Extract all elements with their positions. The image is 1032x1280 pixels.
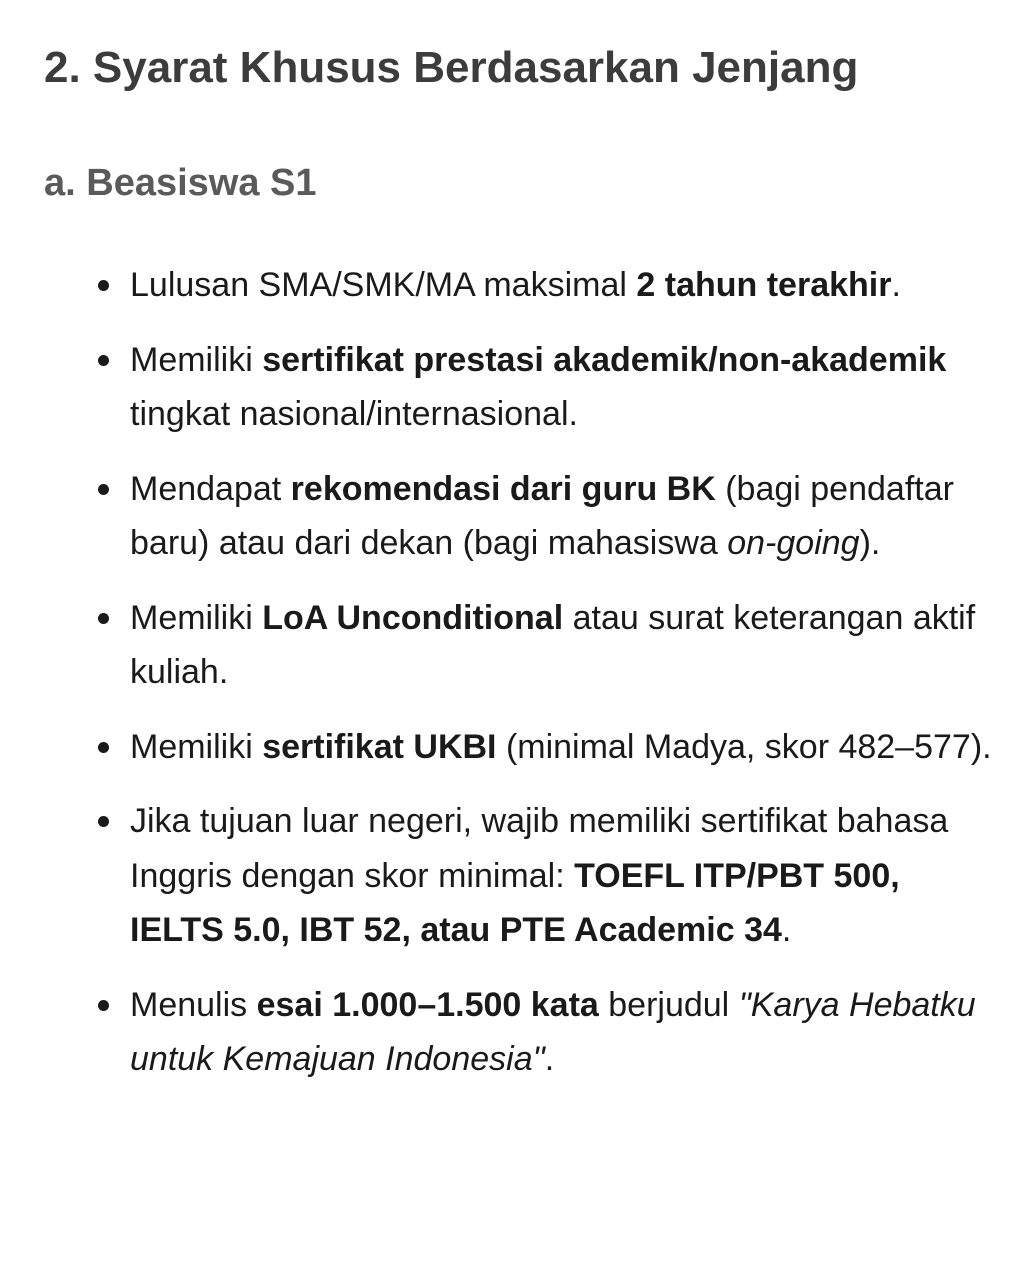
bullet-icon — [98, 742, 109, 753]
item-bold-text: 2 tahun terakhir — [636, 266, 892, 304]
item-text: Memiliki — [130, 340, 263, 379]
item-text: ). — [859, 524, 881, 562]
item-text: . — [544, 1040, 555, 1078]
subsection-heading: a. Beasiswa S1 — [44, 162, 317, 204]
item-text: Jika tujuan luar negeri, wajib memiliki sertifikat bahasa Inggris dengan skor minimal: — [130, 802, 949, 895]
item-bold-text: LoA Unconditional — [262, 598, 564, 637]
section-heading: 2. Syarat Khusus Berdasarkan Jenjang — [44, 43, 859, 92]
list-item — [0, 978, 1000, 1087]
item-text: tingkat nasional/internasional. — [130, 395, 578, 433]
item-text: . — [891, 266, 901, 304]
list-item — [0, 462, 1000, 571]
item-italic-text: "Karya Hebatku untuk Kemajuan Indonesia" — [130, 985, 976, 1078]
bullet-icon — [98, 613, 109, 624]
list-item — [0, 333, 1000, 442]
bullet-icon — [98, 280, 109, 291]
item-text: . — [781, 911, 792, 949]
item-bold-text: esai 1.000–1.500 kata — [256, 985, 599, 1024]
item-italic-text: on-going — [727, 524, 860, 562]
bullet-icon — [98, 1000, 109, 1011]
item-text: Mendapat — [130, 469, 291, 508]
bullet-icon — [98, 484, 109, 495]
requirements-list — [0, 258, 1000, 1107]
item-bold-text: sertifikat prestasi akademik/non-akademik — [262, 340, 947, 379]
item-text: Lulusan SMA/SMK/MA maksimal — [130, 266, 637, 304]
item-bold-text: TOEFL ITP/PBT 500, IELTS 5.0, IBT 52, atau PTE Academic 34 — [130, 856, 900, 949]
list-item — [0, 591, 1000, 700]
bullet-icon — [98, 355, 109, 366]
item-text: Memiliki — [130, 598, 263, 637]
item-bold-text: rekomendasi dari guru BK — [290, 469, 716, 508]
item-text: berjudul — [598, 985, 739, 1024]
item-text: Menulis — [130, 985, 257, 1024]
item-bold-text: sertifikat UKBI — [262, 727, 497, 766]
list-item — [0, 258, 1000, 313]
item-text: atau surat keterangan aktif kuliah. — [130, 598, 976, 691]
bullet-icon — [98, 816, 109, 827]
list-item — [0, 720, 1000, 775]
list-item — [0, 794, 1000, 958]
item-text: (minimal Madya, skor 482–577). — [496, 727, 992, 766]
item-text: (bagi pendaftar baru) atau dari dekan (bagi mahasiswa — [130, 469, 954, 562]
item-text: Memiliki — [130, 727, 263, 766]
